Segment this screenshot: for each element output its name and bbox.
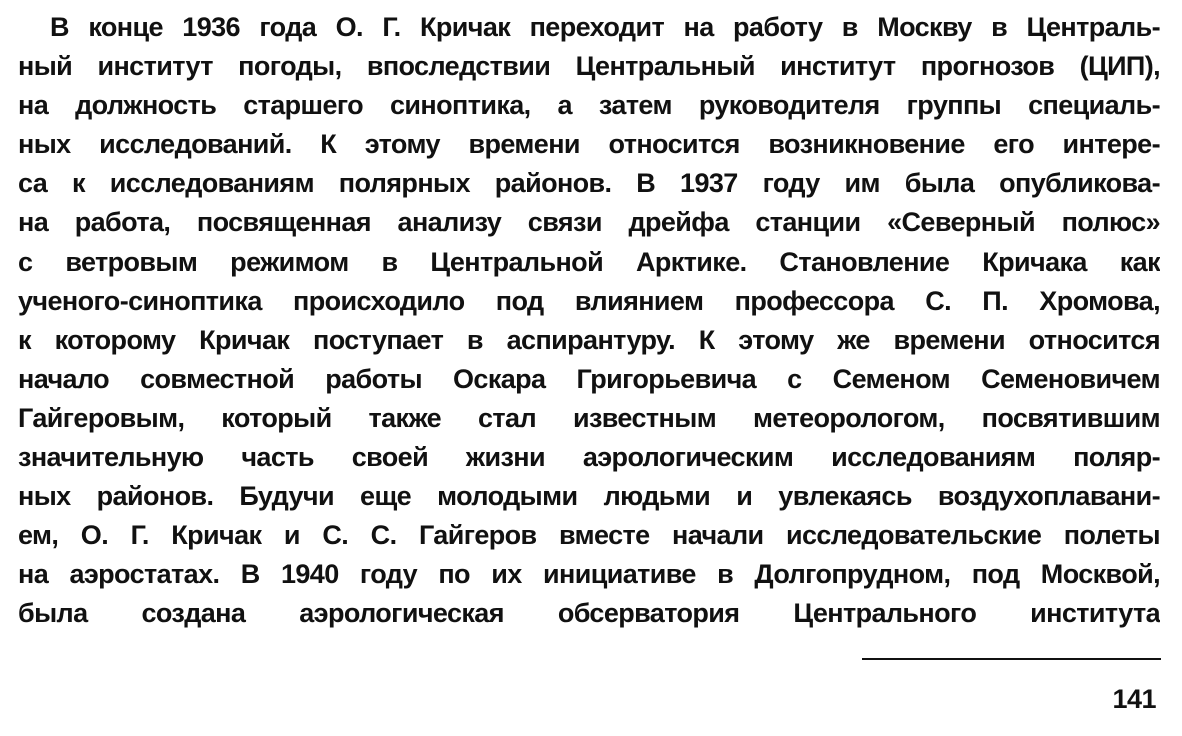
text-line: значительную часть своей жизни аэрологическим исследованиям поляр- [18, 442, 1160, 473]
text-line: с ветровым режимом в Центральной Арктике. Становление Кричака как [18, 246, 1160, 277]
footnote-divider [862, 658, 1161, 660]
text-line: начало совместной работы Оскара Григорьевича с Семеном Семеновичем [18, 363, 1160, 394]
text-line: ем, О. Г. Кричак и С. С. Гайгеров вместе начали исследовательские полеты [18, 520, 1160, 551]
text-line: на аэростатах. В 1940 году по их инициативе в Долгопрудном, под Москвой, [18, 559, 1160, 590]
text-line: В конце 1936 года О. Г. Кричак переходит на работу в Москву в Централь- [50, 12, 1160, 42]
text-line: на работа, посвященная анализу связи дрейфа станции «Северный полюс» [18, 207, 1160, 238]
text-line: Гайгеровым, который также стал известным метеорологом, посвятившим [18, 402, 1160, 433]
body-paragraph [18, 8, 1160, 634]
text-line: к которому Кричак поступает в аспирантуру. К этому же времени относится [18, 324, 1160, 355]
text-line: ученого-синоптика происходило под влиянием профессора С. П. Хромова, [18, 285, 1160, 316]
text-line: са к исследованиям полярных районов. В 1937 году им была опубликова- [18, 168, 1160, 199]
text-line: на должность старшего синоптика, а затем руководителя группы специаль- [18, 90, 1160, 121]
text-line: ный институт погоды, впоследствии Центральный институт прогнозов (ЦИП), [18, 51, 1160, 82]
text-line: ных районов. Будучи еще молодыми людьми и увлекаясь воздухоплавани- [18, 481, 1160, 512]
text-line: ных исследований. К этому времени относится возникновение его интере- [18, 129, 1160, 160]
page-number: 141 [1112, 684, 1156, 714]
text-line: была создана аэрологическая обсерватория Центрального института [18, 598, 1160, 629]
